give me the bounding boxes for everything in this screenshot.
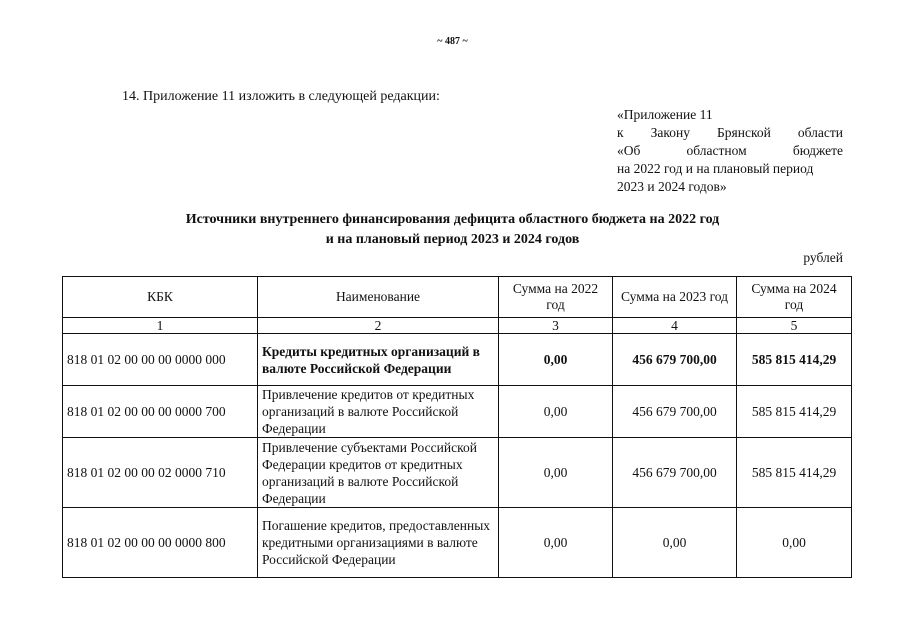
units-label: рублей — [803, 250, 843, 265]
appendix-word: «Об — [617, 143, 641, 158]
header-kbk: КБК — [63, 277, 258, 318]
appendix-word: областном — [686, 143, 747, 158]
appendix-line-2 — [617, 124, 843, 142]
row-sum-2022: 0,00 — [499, 334, 613, 386]
row-sum-2024: 585 815 414,29 — [737, 438, 852, 508]
row-sum-2024: 585 815 414,29 — [737, 334, 852, 386]
column-number: 4 — [613, 318, 737, 334]
row-sum-2023: 456 679 700,00 — [613, 386, 737, 438]
column-number: 3 — [499, 318, 613, 334]
appendix-line-3 — [617, 142, 843, 160]
row-kbk: 818 01 02 00 00 00 0000 000 — [63, 334, 258, 386]
table-header-row — [63, 277, 852, 318]
appendix-word: Закону — [650, 125, 690, 140]
appendix-word: области — [797, 125, 843, 140]
column-number: 2 — [258, 318, 499, 334]
row-name: Погашение кредитов, предоставленных кредитными организациями в валюте Российской Федерации — [258, 508, 499, 578]
header-sum-2022: Сумма на 2022 год — [499, 277, 613, 318]
row-kbk: 818 01 02 00 00 02 0000 710 — [63, 438, 258, 508]
appendix-word: Брянской — [717, 125, 771, 140]
appendix-line-1: «Приложение 11 — [617, 107, 713, 122]
table-row — [63, 508, 852, 578]
appendix-line-4: на 2022 год и на плановый период — [617, 161, 814, 176]
row-sum-2022: 0,00 — [499, 386, 613, 438]
row-sum-2022: 0,00 — [499, 438, 613, 508]
row-name: Кредиты кредитных организаций в валюте Российской Федерации — [258, 334, 499, 386]
title-line-1: Источники внутреннего финансирования дефицита областного бюджета на 2022 год — [185, 212, 720, 227]
appendix-caption — [617, 106, 843, 196]
table-row — [63, 438, 852, 508]
header-sum-2023: Сумма на 2023 год — [613, 277, 737, 318]
page-number: ~ 487 ~ — [437, 36, 468, 47]
title-line-2: и на плановый период 2023 и 2024 годов — [325, 232, 580, 247]
appendix-word: к — [617, 125, 624, 140]
column-number: 5 — [737, 318, 852, 334]
paragraph-text: 14. Приложение 11 изложить в следующей редакции: — [122, 89, 440, 104]
header-name: Наименование — [258, 277, 499, 318]
row-kbk: 818 01 02 00 00 00 0000 700 — [63, 386, 258, 438]
row-sum-2024: 585 815 414,29 — [737, 386, 852, 438]
appendix-line-5: 2023 и 2024 годов» — [617, 179, 727, 194]
header-sum-2024: Сумма на 2024 год — [737, 277, 852, 318]
row-sum-2024: 0,00 — [737, 508, 852, 578]
table-row — [63, 334, 852, 386]
row-sum-2022: 0,00 — [499, 508, 613, 578]
row-name: Привлечение субъектами Российской Федерации кредитов от кредитных организаций в валюте Российской Федерации — [258, 438, 499, 508]
appendix-word: бюджете — [792, 143, 843, 158]
table-row — [63, 386, 852, 438]
financing-table — [62, 276, 852, 578]
row-sum-2023: 456 679 700,00 — [613, 438, 737, 508]
column-number: 1 — [63, 318, 258, 334]
row-sum-2023: 0,00 — [613, 508, 737, 578]
column-number-row — [63, 318, 852, 334]
row-sum-2023: 456 679 700,00 — [613, 334, 737, 386]
document-title — [0, 210, 905, 250]
row-kbk: 818 01 02 00 00 00 0000 800 — [63, 508, 258, 578]
row-name: Привлечение кредитов от кредитных организаций в валюте Российской Федерации — [258, 386, 499, 438]
